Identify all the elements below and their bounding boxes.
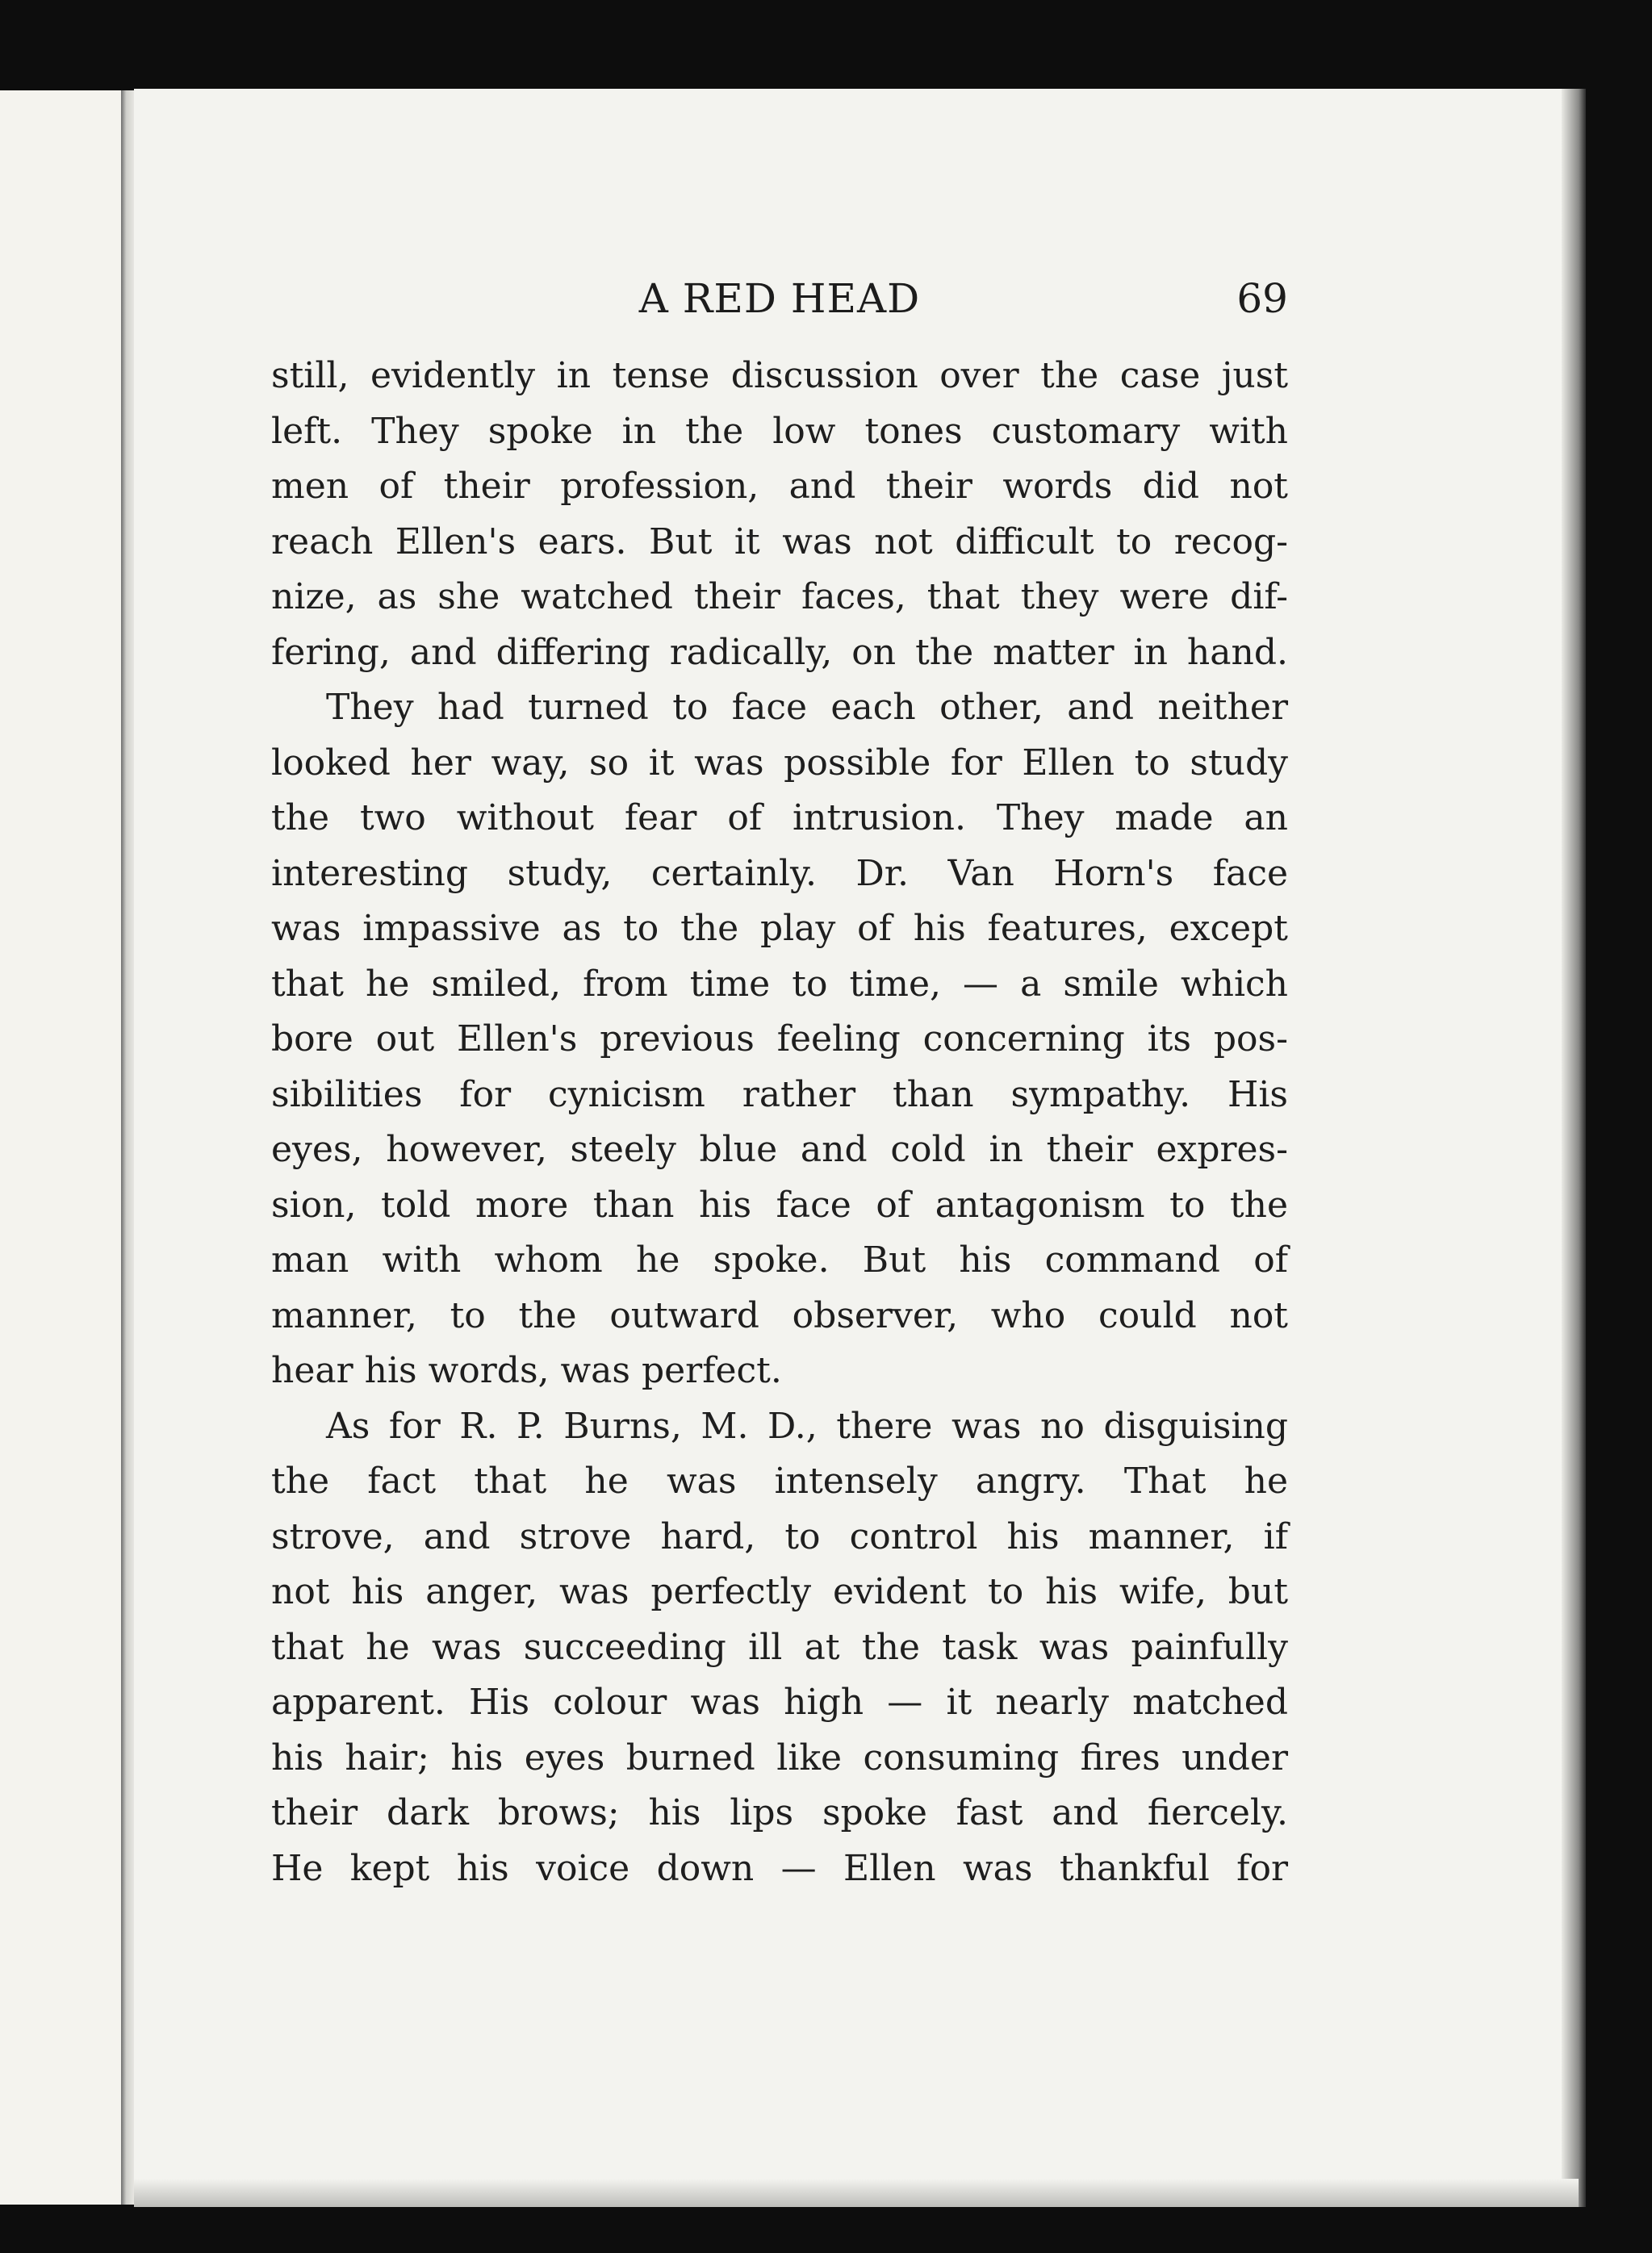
book-gutter — [121, 90, 134, 2205]
text-line: He kept his voice down — Ellen was thankful for — [271, 1847, 1288, 1889]
text-line: their dark brows; his lips spoke fast and fiercely. — [271, 1792, 1288, 1833]
text-line: the fact that he was intensely angry. That he — [271, 1461, 1288, 1502]
text-line: his hair; his eyes burned like consuming fires under — [271, 1737, 1288, 1779]
text-line: sibilities for cynicism rather than sympathy. His — [271, 1073, 1288, 1115]
text-line: left. They spoke in the low tones customary with — [271, 410, 1288, 452]
text-line: man with whom he spoke. But his command of — [271, 1239, 1288, 1281]
paragraph-first-line: They had turned to face each other, and neither — [326, 687, 1288, 728]
facing-page-edge — [0, 90, 121, 2205]
text-line: the two without fear of intrusion. They made an — [271, 797, 1288, 838]
paragraph-last-line: hear his words, was perfect. — [271, 1350, 782, 1391]
text-line: still, evidently in tense discussion over the case just — [271, 355, 1288, 396]
text-line: was impassive as to the play of his features, except — [271, 908, 1288, 949]
page-bottom-shadow — [134, 2179, 1579, 2207]
text-line: sion, told more than his face of antagonism to the — [271, 1184, 1288, 1226]
page-number: 69 — [1236, 275, 1288, 322]
text-line: strove, and strove hard, to control his manner, if — [271, 1515, 1288, 1557]
text-line: bore out Ellen's previous feeling concerning its pos- — [271, 1018, 1288, 1060]
text-line: interesting study, certainly. Dr. Van Horn's face — [271, 852, 1288, 894]
text-line: manner, to the outward observer, who could not — [271, 1294, 1288, 1336]
text-line: reach Ellen's ears. But it was not difficult to recog- — [271, 520, 1288, 562]
text-line: looked her way, so it was possible for Ellen to study — [271, 742, 1288, 784]
text-line: men of their profession, and their words did not — [271, 466, 1288, 507]
running-head: A RED HEAD — [638, 275, 921, 322]
text-line: nize, as she watched their faces, that they were dif- — [271, 576, 1288, 617]
text-line: that he was succeeding ill at the task was painfully — [271, 1626, 1288, 1668]
page-right-edge — [1562, 89, 1586, 2207]
paragraph-first-line: As for R. P. Burns, M. D., there was no disguising — [326, 1405, 1288, 1447]
text-line: fering, and differing radically, on the matter in hand. — [271, 631, 1288, 673]
text-line: apparent. His colour was high — it nearly matched — [271, 1682, 1288, 1723]
text-line: not his anger, was perfectly evident to his wife, but — [271, 1571, 1288, 1612]
page-header — [271, 266, 1288, 331]
body-text — [271, 349, 1288, 1896]
text-line: that he smiled, from time to time, — a smile which — [271, 963, 1288, 1005]
text-line: eyes, however, steely blue and cold in their expres- — [271, 1129, 1288, 1170]
